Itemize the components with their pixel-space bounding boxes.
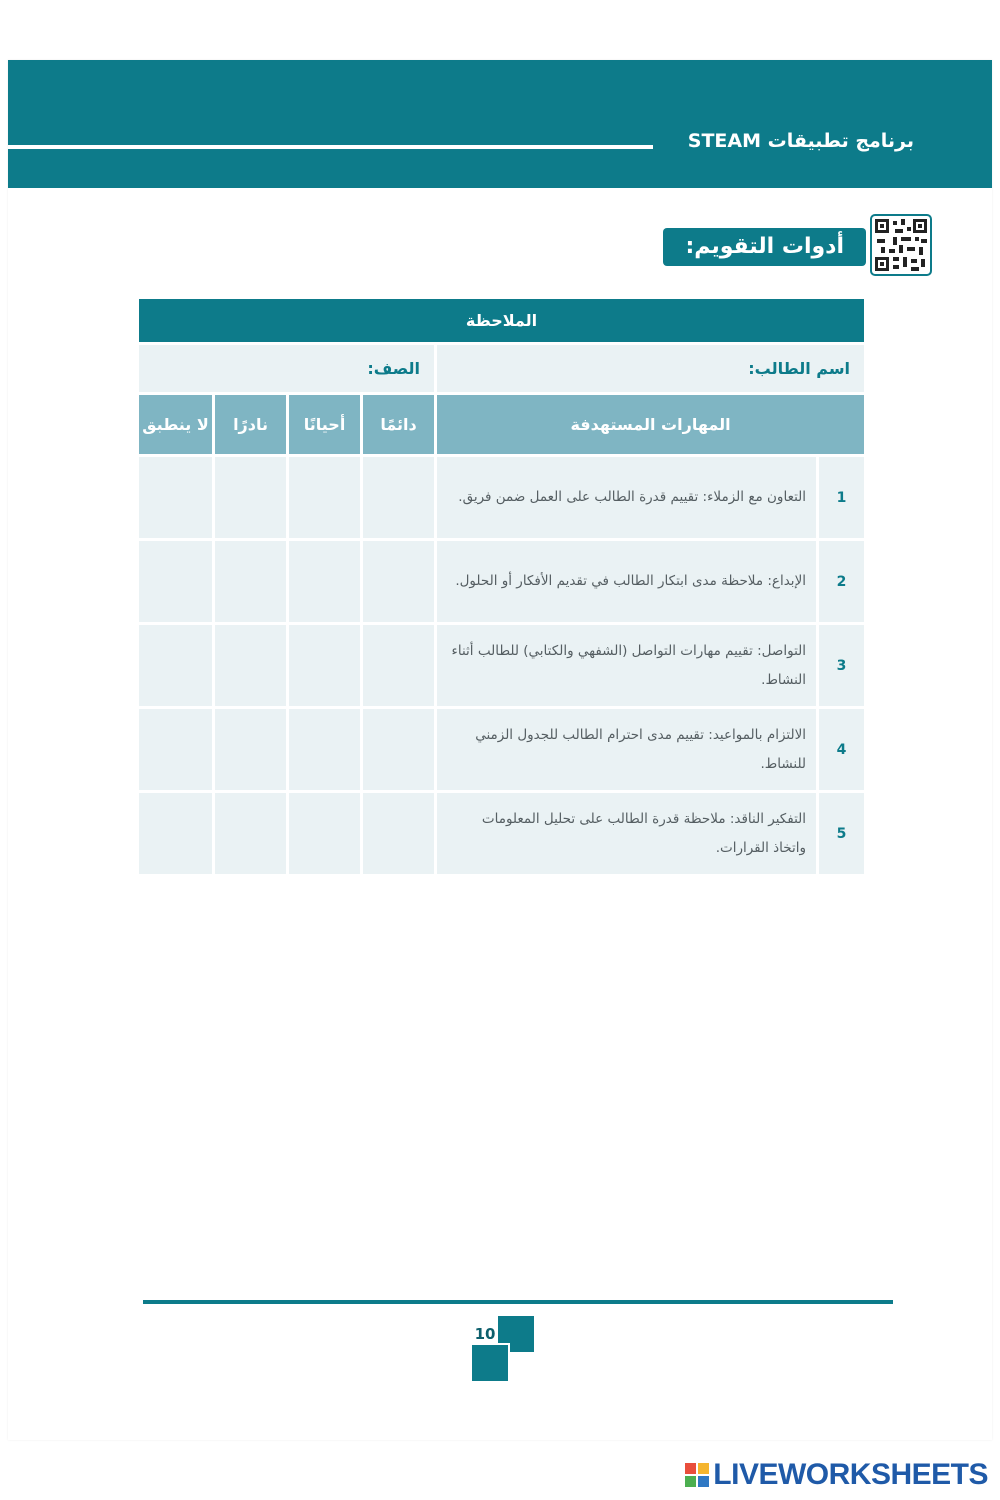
cell-not-applicable[interactable] bbox=[138, 624, 214, 708]
cell-sometimes[interactable] bbox=[288, 540, 362, 624]
header-not-applicable: لا ينطبق bbox=[138, 394, 214, 456]
cell-not-applicable[interactable] bbox=[138, 708, 214, 792]
cell-rarely[interactable] bbox=[214, 792, 288, 876]
skill-text: التفكير الناقد: ملاحظة قدرة الطالب على تحليل المعلومات واتخاذ القرارات. bbox=[436, 792, 818, 876]
cell-rarely[interactable] bbox=[214, 540, 288, 624]
skill-text: التعاون مع الزملاء: تقييم قدرة الطالب على العمل ضمن فريق. bbox=[436, 456, 818, 540]
footer-divider bbox=[143, 1300, 893, 1304]
cell-always[interactable] bbox=[362, 792, 436, 876]
page-number-decoration bbox=[470, 1343, 510, 1383]
row-number: 1 bbox=[818, 456, 866, 540]
cell-sometimes[interactable] bbox=[288, 624, 362, 708]
qr-code-icon[interactable] bbox=[870, 214, 932, 276]
program-title: برنامج تطبيقات STEAM bbox=[687, 130, 914, 152]
header-divider bbox=[8, 145, 653, 149]
cell-always[interactable] bbox=[362, 540, 436, 624]
table-row bbox=[138, 792, 866, 876]
table-row bbox=[138, 624, 866, 708]
header-band bbox=[8, 60, 992, 188]
cell-always[interactable] bbox=[362, 456, 436, 540]
cell-sometimes[interactable] bbox=[288, 456, 362, 540]
cell-not-applicable[interactable] bbox=[138, 540, 214, 624]
worksheet-page bbox=[8, 60, 992, 1440]
table-row bbox=[138, 540, 866, 624]
page-number: 10 bbox=[474, 1325, 496, 1343]
student-name-field[interactable] bbox=[436, 344, 866, 394]
liveworksheets-logo-icon bbox=[685, 1463, 709, 1487]
class-label: الصف: bbox=[367, 359, 421, 378]
cell-not-applicable[interactable] bbox=[138, 456, 214, 540]
cell-rarely[interactable] bbox=[214, 708, 288, 792]
class-field[interactable] bbox=[138, 344, 436, 394]
cell-not-applicable[interactable] bbox=[138, 792, 214, 876]
header-rarely: نادرًا bbox=[214, 394, 288, 456]
cell-sometimes[interactable] bbox=[288, 708, 362, 792]
table-title: الملاحظة bbox=[138, 298, 866, 344]
cell-rarely[interactable] bbox=[214, 456, 288, 540]
header-skills: المهارات المستهدفة bbox=[436, 394, 866, 456]
row-number: 4 bbox=[818, 708, 866, 792]
header-sometimes: أحيانًا bbox=[288, 394, 362, 456]
table-row bbox=[138, 456, 866, 540]
row-number: 3 bbox=[818, 624, 866, 708]
skill-text: الإبداع: ملاحظة مدى ابتكار الطالب في تقديم الأفكار أو الحلول. bbox=[436, 540, 818, 624]
row-number: 5 bbox=[818, 792, 866, 876]
observation-table bbox=[136, 296, 864, 877]
cell-always[interactable] bbox=[362, 708, 436, 792]
cell-rarely[interactable] bbox=[214, 624, 288, 708]
cell-sometimes[interactable] bbox=[288, 792, 362, 876]
skill-text: التواصل: تقييم مهارات التواصل (الشفهي والكتابي) للطالب أثناء النشاط. bbox=[436, 624, 818, 708]
brand-name: LIVEWORKSHEETS bbox=[713, 1458, 988, 1491]
table-row bbox=[138, 708, 866, 792]
skill-text: الالتزام بالمواعيد: تقييم مدى احترام الطالب للجدول الزمني للنشاط. bbox=[436, 708, 818, 792]
liveworksheets-brand[interactable] bbox=[685, 1458, 988, 1492]
student-name-label: اسم الطالب: bbox=[748, 359, 851, 378]
cell-always[interactable] bbox=[362, 624, 436, 708]
header-always: دائمًا bbox=[362, 394, 436, 456]
row-number: 2 bbox=[818, 540, 866, 624]
section-title: أدوات التقويم: bbox=[663, 228, 866, 266]
